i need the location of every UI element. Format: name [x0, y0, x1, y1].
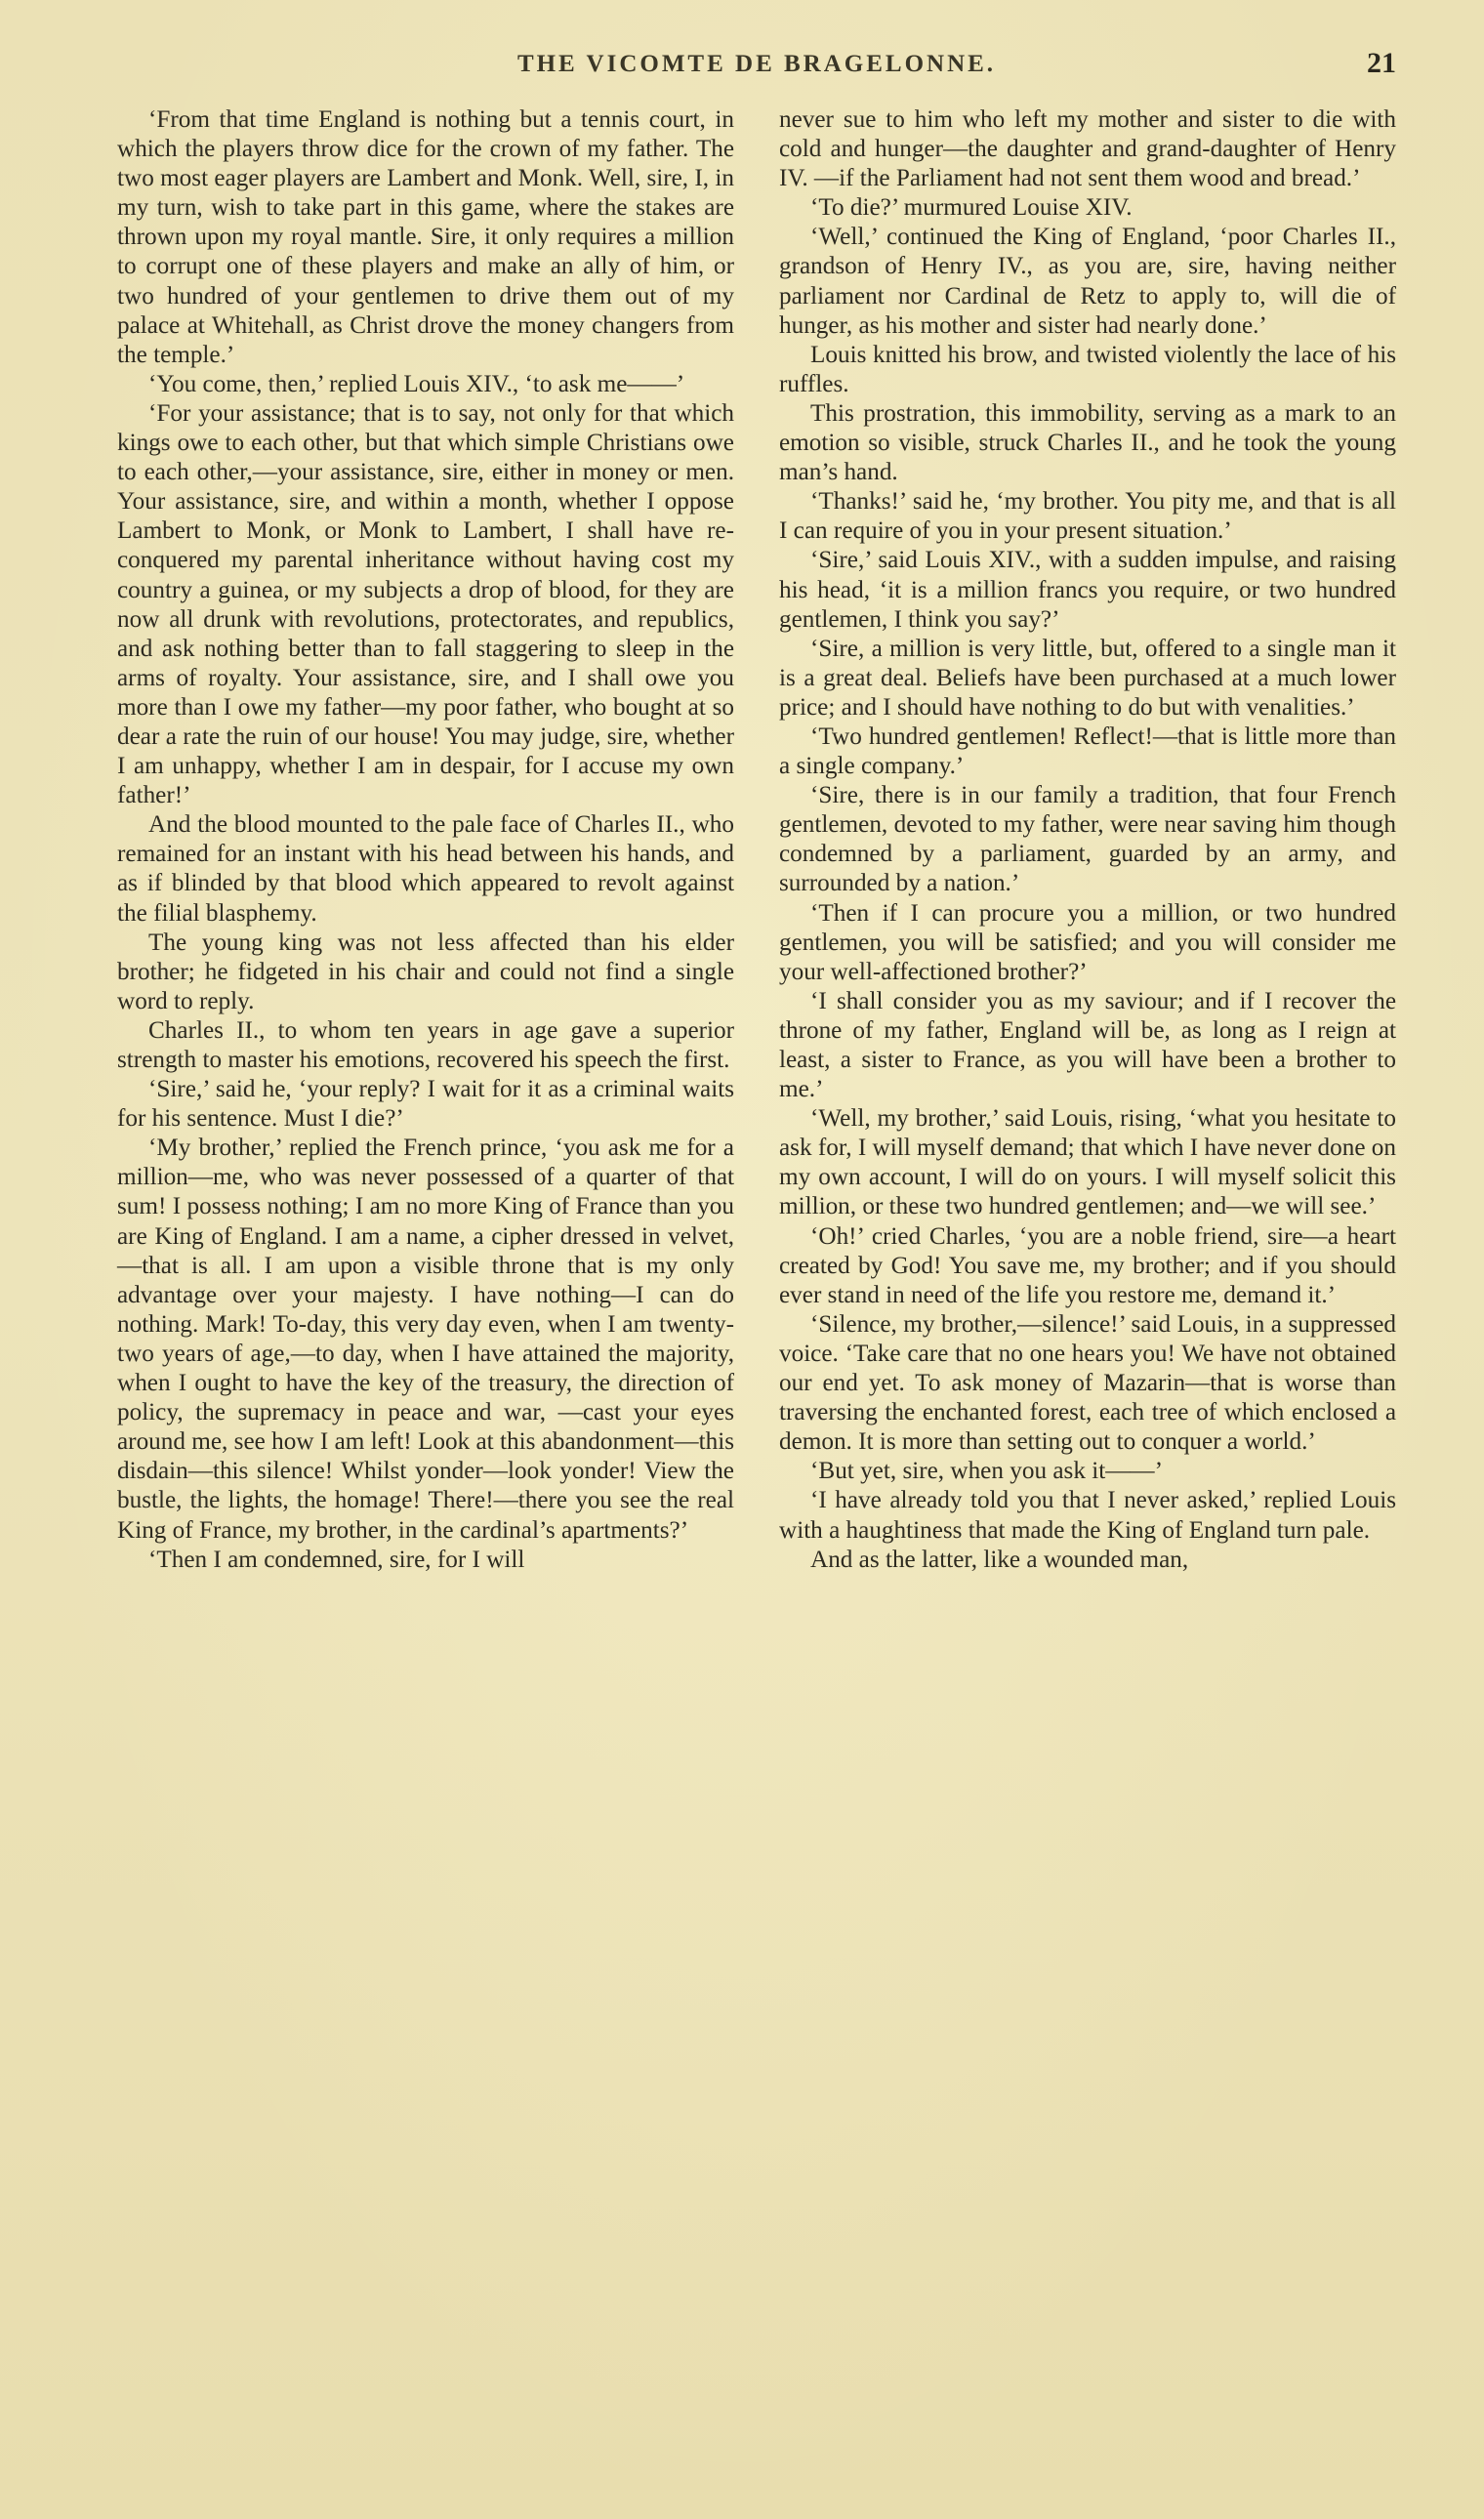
paragraph: ‘But yet, sire, when you ask it——’	[810, 1458, 1163, 1485]
paragraph: ‘Well,’ continued the King of England, ‘poor Charles II., grandson of Henry IV., as you are, sire, having neither parliament nor Cardinal de Retz to apply to, will die of hunger, as his mother and sister had nearly done.’	[779, 224, 1396, 339]
paragraph: ‘Silence, my brother,—silence!’ said Louis, in a suppressed voice. ‘Take care that no one hears you! We have not obtained our end yet. To ask money of Mazarin—that is worse than traversing the enchanted forest, each tree of which enclosed a demon. It is more than setting out to conquer a world.’	[779, 1310, 1396, 1456]
paragraph: And the blood mounted to the pale face of Charles II., who remained for an instant with his head between his hands, and as if blinded by that blood which appeared to revolt against the filial blasphemy.	[117, 811, 734, 927]
paragraph: Louis knitted his brow, and twisted violently the lace of his ruffles.	[779, 341, 1396, 397]
paragraph: ‘From that time England is nothing but a tennis court, in which the players throw dice for the crown of my father. The two most eager players are Lambert and Monk. Well, sire, I, in my turn, wish to take part in this game, where the stakes are thrown upon my royal mantle. Sire, it only requires a million to corrupt one of these players and make an ally of him, or two hundred of your gentlemen to drive them out of my palace at Whitehall, as Christ drove the money changers from the temple.’	[117, 106, 734, 368]
left-column	[117, 105, 734, 1575]
paragraph: ‘Sire,’ said Louis XIV., with a sudden impulse, and raising his head, ‘it is a million francs you require, or two hundred gentlemen, I think you say?’	[779, 547, 1396, 633]
paragraph: ‘For your assistance; that is to say, not only for that which kings owe to each other, but that which simple Christians owe to each other,—your assistance, sire, either in money or men. Your assistance, sire, and within a month, whether I oppose Lambert to Monk, or Monk to Lambert, I shall have re-conquered my parental inheritance without having cost my country a guinea, or my subjects a drop of blood, for they are now all drunk with revolutions, protectorates, and republics, and ask nothing better than to fall staggering to sleep in the arms of royalty. Your assistance, sire, and I shall owe you more than I owe my father—my poor father, who bought at so dear a rate the ruin of our house! You may judge, sire, whether I am unhappy, whether I am in despair, for I accuse my own father!’	[117, 399, 734, 809]
paragraph: ‘Well, my brother,’ said Louis, rising, ‘what you hesitate to ask for, I will myself demand; that which I have never done on my own account, I will do on yours. I will myself solicit this million, or these two hundred gentlemen; and—we will see.’	[779, 1105, 1396, 1220]
paragraph: ‘Thanks!’ said he, ‘my brother. You pity me, and that is all I can require of you in your present situation.’	[779, 488, 1396, 545]
paragraph: ‘I shall consider you as my saviour; and if I recover the throne of my father, England will be, as long as I reign at least, a sister to France, as you will have been a brother to me.’	[779, 987, 1396, 1103]
paragraph: This prostration, this immobility, serving as a mark to an emotion so visible, struck Charles II., and he took the young man’s hand.	[779, 399, 1396, 486]
page-number: 21	[1367, 47, 1396, 79]
paragraph: ‘Sire, a million is very little, but, offered to a single man it is a great deal. Beliefs have been purchased at a much lower price; and I should have nothing to do but with venalities.’	[779, 635, 1396, 721]
paragraph: ‘Sire, there is in our family a tradition, that four French gentlemen, devoted to my father, were near saving him though condemned by a parliament, guarded by an army, and surrounded by a nation.’	[779, 782, 1396, 897]
paragraph: never sue to him who left my mother and sister to die with cold and hunger—the daughter and grand-daughter of Henry IV. —if the Parliament had not sent them wood and bread.’	[779, 106, 1396, 192]
running-title: THE VICOMTE DE BRAGELONNE.	[516, 51, 997, 77]
paragraph: ‘Then I am condemned, sire, for I will	[148, 1546, 525, 1573]
paragraph: ‘Then if I can procure you a million, or two hundred gentlemen, you will be satisfied; and you will consider me your well-affectioned brother?’	[779, 899, 1396, 985]
page-header	[117, 47, 1396, 90]
paragraph: ‘Sire,’ said he, ‘your reply? I wait for it as a criminal waits for his sentence. Must I die?’	[117, 1076, 734, 1133]
paragraph: Charles II., to whom ten years in age gave a superior strength to master his emotions, recovered his speech the first.	[117, 1016, 734, 1073]
paragraph: ‘Oh!’ cried Charles, ‘you are a noble friend, sire—a heart created by God! You save me, my brother; and if you should ever stand in need of the life you restore me, demand it.’	[779, 1222, 1396, 1308]
paragraph: The young king was not less affected than his elder brother; he fidgeted in his chair and could not find a single word to reply.	[117, 929, 734, 1014]
paragraph: ‘You come, then,’ replied Louis XIV., ‘to ask me——’	[148, 370, 685, 397]
paragraph: ‘I have already told you that I never asked,’ replied Louis with a haughtiness that made the King of England turn pale.	[779, 1487, 1396, 1544]
paragraph: And as the latter, like a wounded man,	[810, 1546, 1189, 1573]
paragraph: ‘To die?’ murmured Louise XIV.	[810, 194, 1133, 222]
right-column	[779, 105, 1396, 1575]
paragraph: ‘Two hundred gentlemen! Reflect!—that is little more than a single company.’	[779, 723, 1396, 780]
paragraph: ‘My brother,’ replied the French prince, ‘you ask me for a million—me, who was never possessed of a quarter of that sum! I possess nothing; I am no more King of France than you are King of England. I am a name, a cipher dressed in velvet,—that is all. I am upon a visible throne that is my only advantage over your majesty. I have nothing—I can do nothing. Mark! To-day, this very day even, when I am twenty-two years of age,—to day, when I have attained the majority, when I ought to have the key of the treasury, the direction of policy, the supremacy in peace and war, —cast your eyes around me, see how I am left! Look at this abandonment—this disdain—this silence! Whilst yonder—look yonder! View the bustle, the lights, the homage! There!—there you see the real King of France, my brother, in the cardinal’s apartments?’	[117, 1135, 734, 1544]
